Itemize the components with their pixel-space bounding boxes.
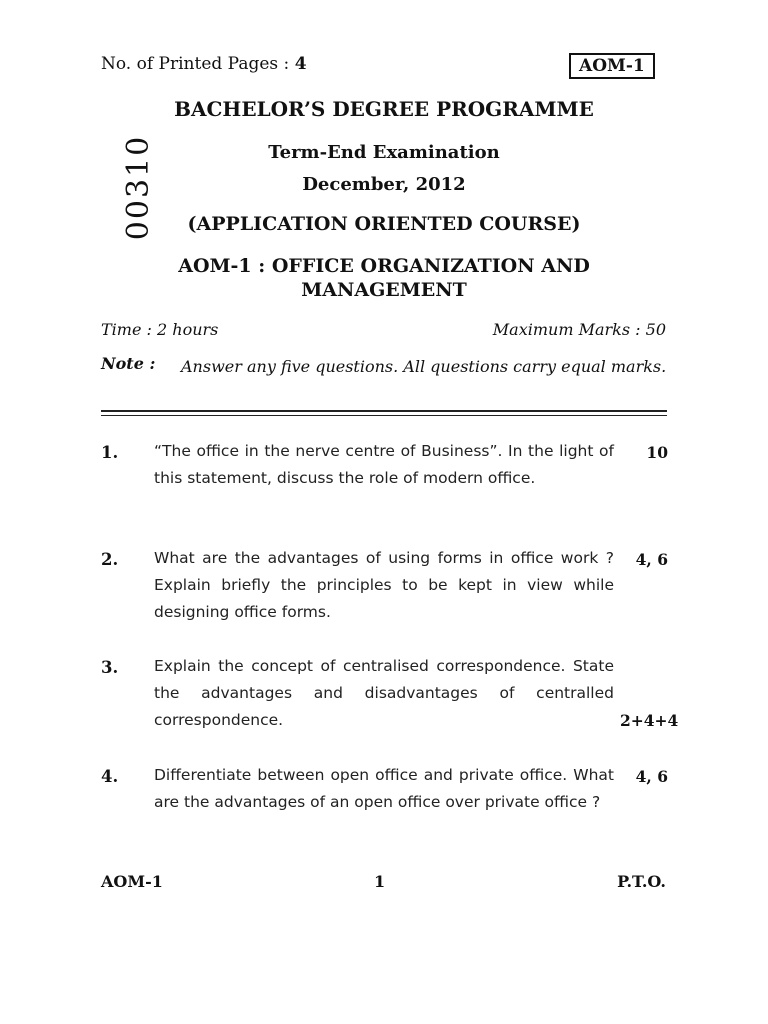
time-allowed: Time : 2 hours <box>101 320 219 339</box>
question-2-number: 2. <box>101 550 119 569</box>
course-title-line2: MANAGEMENT <box>301 279 467 301</box>
note-label: Note : <box>101 354 156 373</box>
question-3-number: 3. <box>101 658 119 677</box>
divider-bottom <box>101 415 667 416</box>
footer-page-number: 1 <box>374 872 386 891</box>
question-4-text: Differentiate between open office and private office. What are the advantages of an open office over private office ? <box>154 766 614 811</box>
course-type: (APPLICATION ORIENTED COURSE) <box>187 213 581 235</box>
printed-pages-count: 4 <box>294 54 307 74</box>
question-4-number: 4. <box>101 767 119 786</box>
programme-title: BACHELOR’S DEGREE PROGRAMME <box>174 97 594 121</box>
maximum-marks: Maximum Marks : 50 <box>492 320 666 339</box>
printed-pages <box>101 54 307 74</box>
exam-title: Term-End Examination <box>268 142 500 163</box>
course-code-box: AOM-1 <box>569 53 655 79</box>
exam-date: December, 2012 <box>302 174 466 195</box>
serial-number: 00310 <box>121 134 157 241</box>
question-1-text: “The office in the nerve centre of Business”. In the light of this statement, discuss the role of modern office. <box>154 442 614 487</box>
divider-top <box>101 410 667 412</box>
question-2-marks: 4, 6 <box>635 550 668 569</box>
question-4-marks: 4, 6 <box>635 767 668 786</box>
footer-course-code: AOM-1 <box>101 872 163 891</box>
question-1-number: 1. <box>101 443 119 462</box>
footer-pto: P.T.O. <box>617 872 666 891</box>
course-title-line1: AOM-1 : OFFICE ORGANIZATION AND <box>178 255 590 277</box>
question-3-marks: 2+4+4 <box>620 711 679 730</box>
note-text: Answer any five questions. All questions carry equal marks. <box>181 357 667 376</box>
question-3-text: Explain the concept of centralised correspondence. State the advantages and disadvantages of centralled correspondence. <box>154 657 614 729</box>
question-1-marks: 10 <box>646 443 668 462</box>
question-2-text: What are the advantages of using forms in office work ? Explain briefly the principles to be kept in view while designing office forms. <box>154 549 614 621</box>
course-title <box>0 254 768 302</box>
printed-pages-label: No. of Printed Pages : <box>101 54 295 74</box>
